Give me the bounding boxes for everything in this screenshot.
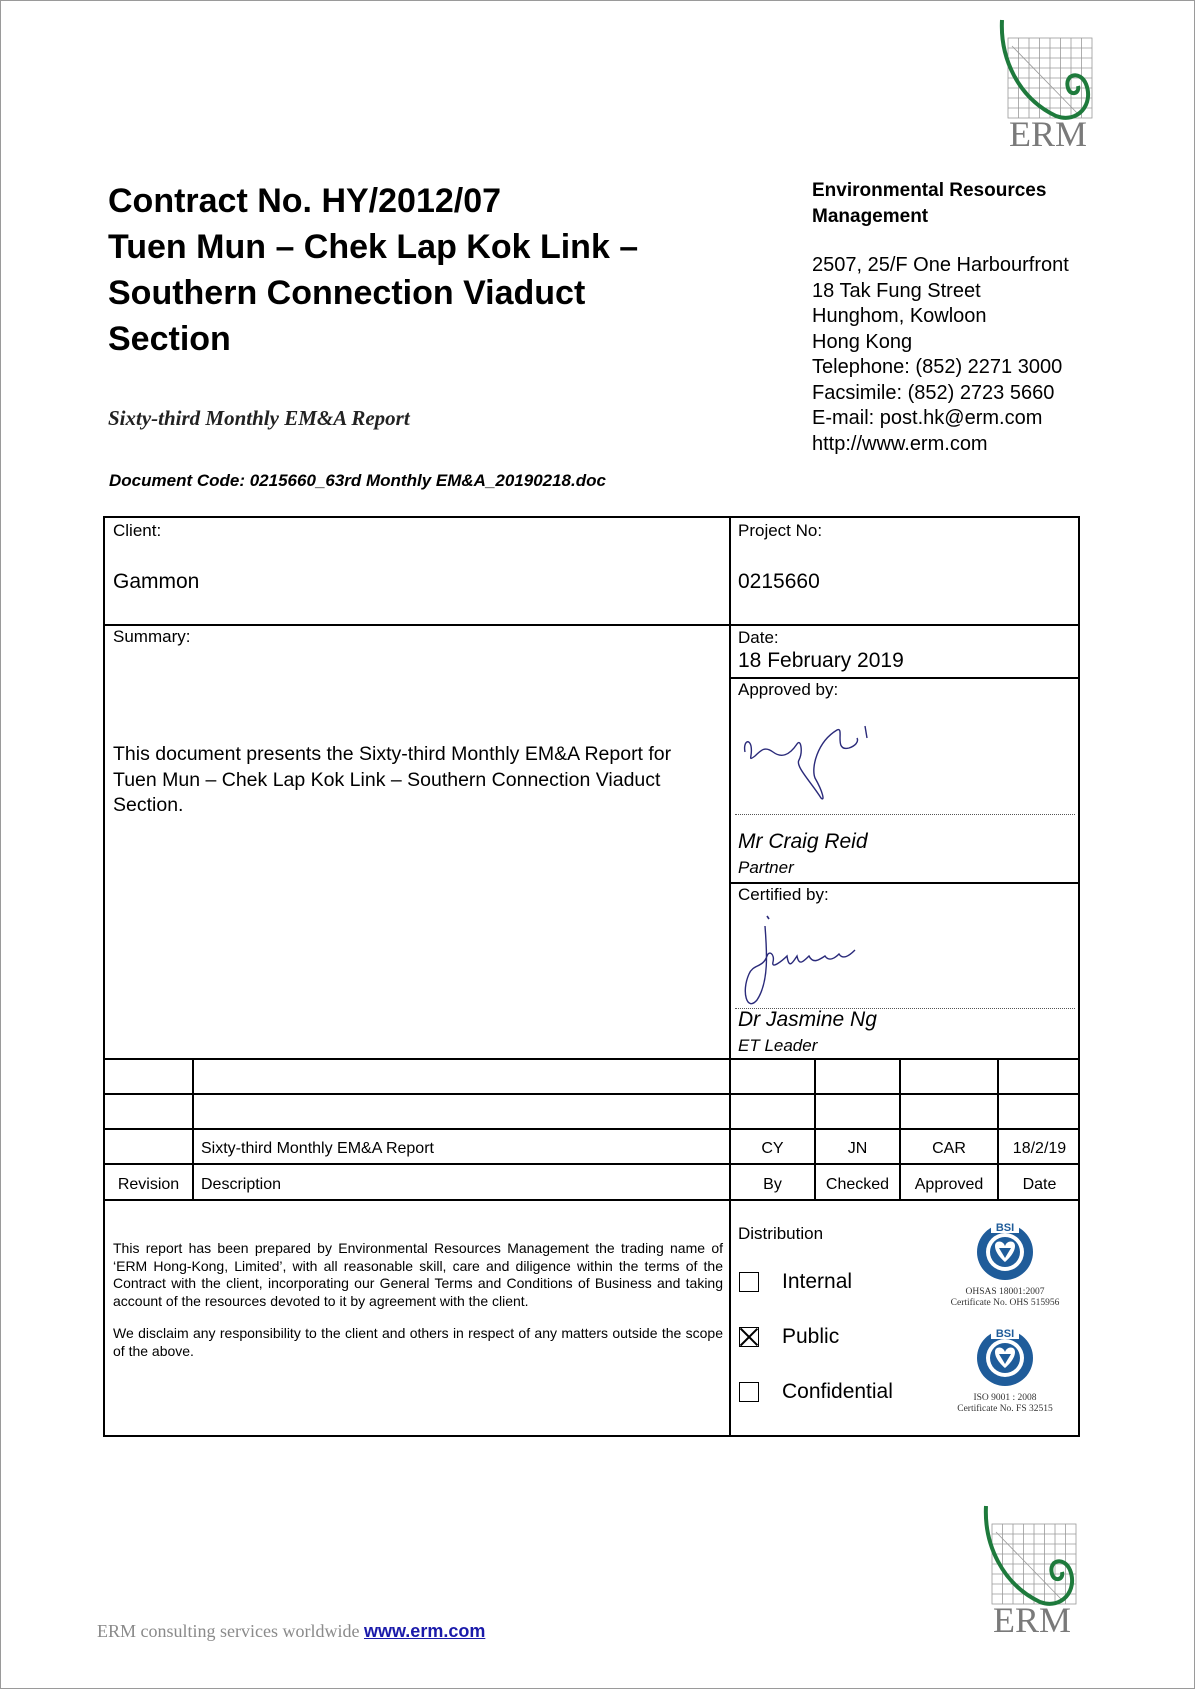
bsi-mark-text: BSI (995, 1222, 1015, 1234)
summary-text: This document presents the Sixty-third Monthly EM&A Report for Tuen Mun – Chek Lap Kok Link – Southern Connection Viaduct Section. (113, 743, 672, 816)
title-line: Section (108, 320, 231, 358)
bsi-mark-text: BSI (995, 1328, 1015, 1340)
title-line: Contract No. HY/2012/07 (108, 182, 502, 220)
certifier-signature (739, 912, 879, 1017)
client-label: Client: (113, 521, 162, 540)
approved-header: Approved (914, 1176, 984, 1193)
bsi-ohsas-badge (973, 1218, 1037, 1287)
ohsas-caption (945, 1287, 1065, 1309)
approver-signature (741, 712, 881, 807)
disclaimer (113, 1240, 723, 1375)
approved-label: Approved by: (738, 680, 839, 699)
ohsas-standard: OHSAS 18001:2007 (965, 1287, 1045, 1297)
revision-header: Revision (117, 1176, 180, 1193)
address-line: 18 Tak Fung Street (812, 279, 981, 302)
footer (97, 1621, 485, 1642)
revision-checked-cell: JN (847, 1140, 868, 1157)
address-line: 2507, 25/F One Harbourfront (812, 254, 1069, 276)
iso-certificate: Certificate No. FS 32515 (957, 1404, 1053, 1414)
client-value: Gammon (113, 570, 200, 593)
company-name-line: Environmental Resources (812, 180, 1047, 201)
summary-label: Summary: (113, 627, 191, 646)
date-label: Date: (738, 628, 779, 647)
company-name-line: Management (812, 206, 929, 227)
iso-caption (945, 1393, 1065, 1415)
report-subtitle: Sixty-third Monthly EM&A Report (108, 406, 410, 430)
confidential-checkbox[interactable] (739, 1382, 759, 1402)
address-line: Hunghom, Kowloon (812, 305, 987, 327)
disclaimer-paragraph: We disclaim any responsibility to the client and others in respect of any matters outside the scope of the above. (113, 1325, 723, 1359)
date-header: Date (1022, 1176, 1057, 1193)
bsi-iso-badge (973, 1324, 1037, 1393)
telephone: Telephone: (852) 2271 3000 (812, 356, 1063, 378)
title-line: Southern Connection Viaduct (108, 274, 586, 312)
checked-header: Checked (825, 1176, 890, 1193)
company-address (812, 253, 1069, 457)
address-line: Hong Kong (812, 330, 913, 353)
website-link[interactable]: http://www.erm.com (812, 432, 988, 455)
company-name (812, 178, 1046, 230)
revision-date-cell: 18/2/19 (1012, 1140, 1067, 1157)
internal-checkbox[interactable] (739, 1272, 759, 1292)
erm-logo-top (998, 18, 1098, 148)
public-checkbox[interactable] (739, 1327, 759, 1347)
erm-logo-text: ERM (992, 1600, 1072, 1634)
revision-by-cell: CY (761, 1140, 784, 1157)
erm-logo-bottom (982, 1504, 1082, 1634)
project-value: 0215660 (738, 570, 820, 593)
email-link[interactable]: E-mail: post.hk@erm.com (812, 407, 1043, 429)
revision-description-cell: Sixty-third Monthly EM&A Report (201, 1140, 434, 1157)
facsimile: Facsimile: (852) 2723 5660 (812, 381, 1055, 404)
date-value: 18 February 2019 (738, 649, 904, 672)
approver-role: Partner (738, 858, 794, 877)
revision-approved-cell: CAR (932, 1140, 966, 1157)
certifier-role: ET Leader (738, 1036, 818, 1055)
disclaimer-paragraph: This report has been prepared by Environmental Resources Management the trading name of ‘ERM Hong-Kong, Limited’, with all reasonable skill, care and diligence within the terms of the Contract with the client, incorporating our General Terms and Conditions of Business and taking account of the resources devoted to it by agreement with the client. (113, 1240, 723, 1309)
document-info-table (103, 516, 1080, 1437)
footer-text: ERM consulting services worldwide (97, 1621, 364, 1641)
erm-logo-text: ERM (1008, 114, 1088, 148)
confidential-label: Confidential (782, 1380, 893, 1403)
document-code: Document Code: 0215660_63rd Monthly EM&A_20190218.doc (109, 471, 606, 490)
by-header: By (763, 1176, 782, 1193)
ohsas-certificate: Certificate No. OHS 515956 (950, 1298, 1060, 1308)
approver-name: Mr Craig Reid (738, 830, 868, 853)
project-label: Project No: (738, 521, 823, 540)
document-title (108, 178, 728, 362)
certified-label: Certified by: (738, 885, 829, 904)
description-header: Description (201, 1176, 282, 1193)
public-label: Public (782, 1325, 840, 1348)
footer-website-link[interactable]: www.erm.com (363, 1621, 486, 1641)
certifier-name: Dr Jasmine Ng (738, 1008, 877, 1031)
iso-standard: ISO 9001 : 2008 (973, 1393, 1037, 1403)
internal-label: Internal (782, 1270, 853, 1293)
distribution-label: Distribution (738, 1224, 824, 1243)
title-line: Tuen Mun – Chek Lap Kok Link – (108, 228, 639, 266)
